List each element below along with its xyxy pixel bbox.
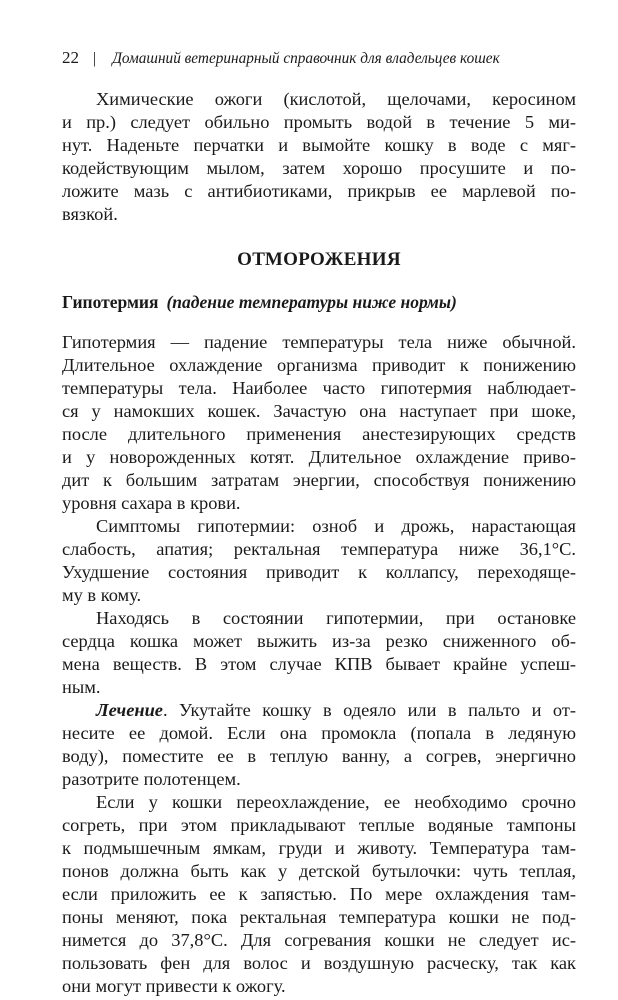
text-line: ся у намокших кошек. Зачастую она наступает при шоке,	[62, 401, 576, 421]
text-line: уровня сахара в крови.	[62, 493, 241, 513]
text-line: и у новорожденных котят. Длительное охлаждение приво-	[62, 447, 576, 467]
text-line: ложите мазь с антибиотиками, прикрыв ее марлевой по-	[62, 181, 576, 201]
text-line: ным.	[62, 677, 101, 697]
text-line: после длительного применения анестезирующих средств	[62, 424, 576, 444]
text-line: несите ее домой. Если она промокла (попала в ледяную	[62, 723, 576, 743]
text-line: му в кому.	[62, 585, 142, 605]
text-line: сердца кошка может выжить из-за резко сниженного об-	[62, 631, 576, 651]
text-line: слабость, апатия; ректальная температура ниже 36,1°С.	[62, 539, 576, 559]
book-title: Домашний ветеринарный справочник для владельцев кошек	[112, 50, 500, 67]
text-line: к подмышечным ямкам, груди и животу. Температура там-	[62, 838, 576, 858]
text-line	[96, 699, 576, 721]
text-line: пользовать фен для волос и воздушную расческу, так как	[62, 953, 576, 973]
text-line: кодействующим мылом, затем хорошо просушите и по-	[62, 158, 576, 178]
text-line: поны меняют, пока ректальная температура кошки не под-	[62, 907, 576, 927]
text-line: Ухудшение состояния приводит к коллапсу, переходяще-	[62, 562, 576, 582]
text-line: вязкой.	[62, 204, 118, 224]
text-line: Гипотермия — падение температуры тела ниже обычной.	[62, 332, 576, 352]
text-line: они могут привести к ожогу.	[62, 976, 286, 996]
text-line: воду), поместите ее в теплую ванну, а согрев, энергично	[62, 746, 576, 766]
text-line: разотрите полотенцем.	[62, 769, 241, 789]
text-line: согреть, при этом прикладывают теплые водяные тампоны	[62, 815, 576, 835]
subsection-title	[62, 290, 576, 314]
page-number: 22	[62, 48, 79, 67]
text-line: нут. Наденьте перчатки и вымойте кошку в воде с мяг-	[62, 135, 576, 155]
treatment-first-line: . Укутайте кошку в одеяло или в пальто и от-	[162, 700, 576, 720]
section-title: ОТМОРОЖЕНИЯ	[237, 249, 401, 270]
text-line: Симптомы гипотермии: озноб и дрожь, нарастающая	[96, 516, 576, 536]
text-line: Находясь в состоянии гипотермии, при остановке	[96, 608, 576, 628]
subsection-title-italic: (падение температуры ниже нормы)	[166, 292, 457, 312]
text-line: дит к большим затратам энергии, способствуя понижению	[62, 470, 576, 490]
running-header	[62, 48, 572, 72]
text-line: Длительное охлаждение организма приводит к понижению	[62, 355, 576, 375]
text-line: температуры тела. Наиболее часто гипотермия наблюдает-	[62, 378, 576, 398]
subsection-title-bold: Гипотермия	[62, 292, 159, 312]
text-line: нимется до 37,8°С. Для согревания кошки не следует ис-	[62, 930, 576, 950]
header-separator: |	[93, 50, 97, 67]
text-line: если приложить ее к запястью. По мере охлаждения там-	[62, 884, 576, 904]
text-line: Химические ожоги (кислотой, щелочами, керосином	[96, 89, 576, 109]
text-line: мена веществ. В этом случае КПВ бывает крайне успеш-	[62, 654, 576, 674]
text-line: и пр.) следует обильно промыть водой в течение 5 ми-	[62, 112, 576, 132]
treatment-run-in: Лечение	[96, 700, 163, 720]
text-line: Если у кошки переохлаждение, ее необходимо срочно	[96, 792, 576, 812]
text-line: понов должна быть как у детской бутылочки: чуть теплая,	[62, 861, 576, 881]
